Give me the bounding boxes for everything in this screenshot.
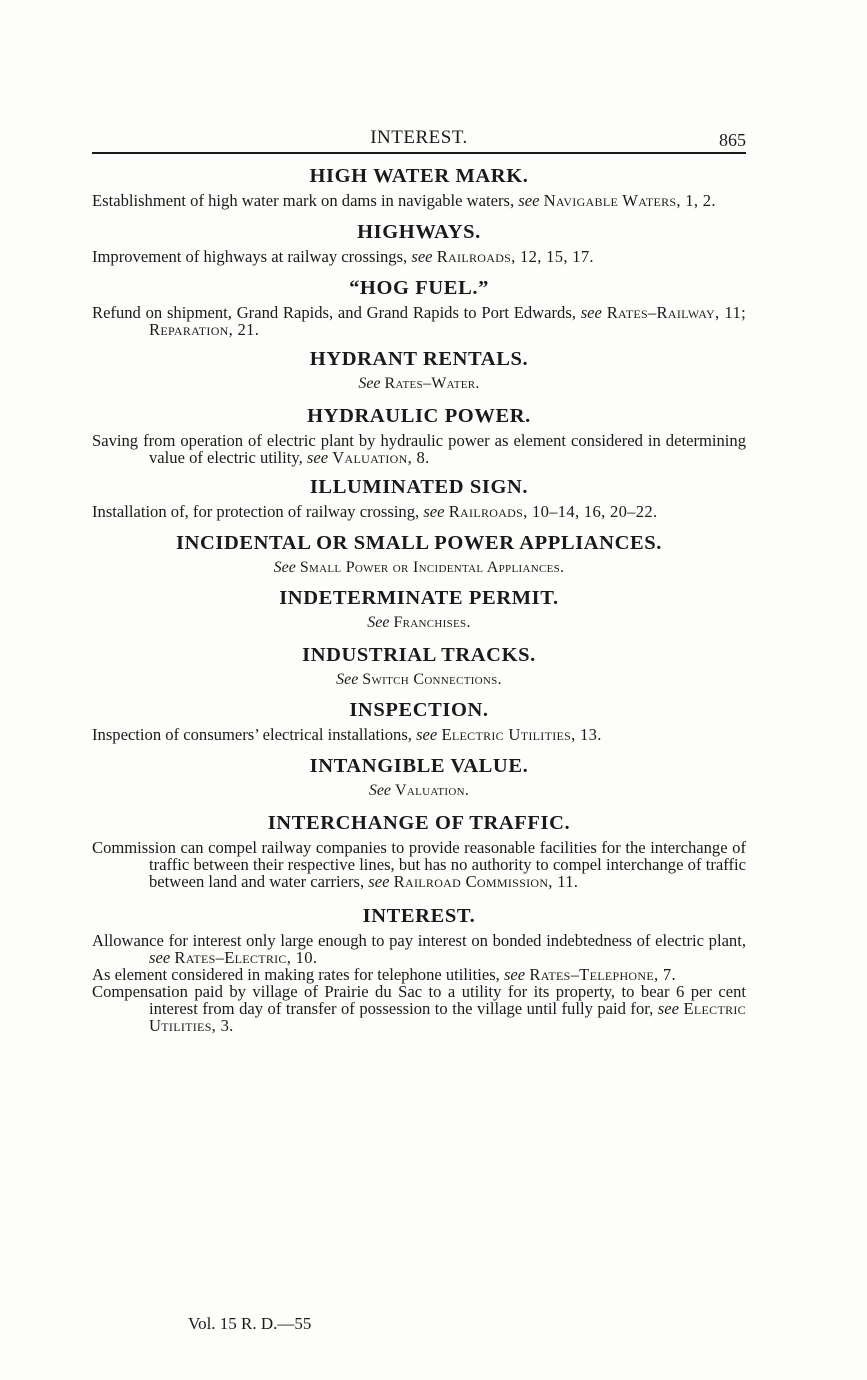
entry-text <box>92 839 746 890</box>
index-entry <box>92 811 746 890</box>
see-word: see <box>518 191 540 210</box>
see-reference-line <box>92 671 746 689</box>
cross-reference: Railroad Commission, 11. <box>393 872 579 891</box>
cross-reference: Railroads, 12, 15, 17. <box>436 247 594 266</box>
see-word: see <box>423 502 445 521</box>
see-word: See <box>367 614 390 631</box>
see-word: see <box>306 448 329 467</box>
entry-heading: HYDRAULIC POWER. <box>307 405 531 427</box>
see-reference-line <box>92 782 746 800</box>
entry-text <box>92 248 746 265</box>
index-entry <box>92 904 746 1034</box>
index-entry <box>92 754 746 800</box>
see-word: see <box>368 872 390 891</box>
see-word: see <box>411 247 433 266</box>
page-number: 865 <box>719 130 746 150</box>
running-head <box>92 118 746 152</box>
index-entry <box>92 531 746 577</box>
index-entry <box>92 586 746 632</box>
cross-reference: Rates–Water. <box>384 375 480 392</box>
entry-text <box>92 192 746 209</box>
entry-description: Compensation paid by village of Prairie du Sac to a utility for its property, to bear 6 per cent interest from day of transfer of possession to the village until fully paid for, <box>92 982 746 1018</box>
entry-description: Saving from operation of electric plant by hydraulic power as element considered in determining value of electric utility, <box>92 431 746 467</box>
entry-heading: INTANGIBLE VALUE. <box>309 755 529 777</box>
see-word: See <box>273 559 296 576</box>
entry-text <box>92 983 746 1034</box>
header-rule <box>92 152 746 154</box>
entry-text <box>92 304 746 338</box>
see-word: see <box>503 965 526 984</box>
see-reference-line <box>92 614 746 632</box>
entry-description: Allowance for interest only large enough to pay interest on bonded indebtedness of electric plant, <box>92 931 746 950</box>
entry-description: Inspection of consumers’ electrical installations, <box>92 725 417 744</box>
see-word: see <box>657 999 679 1018</box>
entry-text <box>92 726 746 743</box>
index-entry <box>92 276 746 338</box>
cross-reference: Valuation, 8. <box>332 448 430 467</box>
entry-description: As element considered in making rates for telephone utilities, <box>92 965 504 984</box>
cross-reference: Electric Utilities, 13. <box>441 725 602 744</box>
entry-description: Establishment of high water mark on dams in navigable waters, <box>92 191 519 210</box>
cross-reference: Electric Utilities, 3. <box>149 999 746 1035</box>
entry-heading: “HOG FUEL.” <box>349 277 489 299</box>
entry-description: Improvement of highways at railway crossings, <box>92 247 412 266</box>
see-reference-line <box>92 375 746 393</box>
entry-heading: INTEREST. <box>362 905 476 927</box>
index-entry <box>92 475 746 520</box>
entry-heading: INSPECTION. <box>349 699 489 721</box>
entry-heading: ILLUMINATED SIGN. <box>309 476 529 498</box>
see-reference-line <box>92 559 746 577</box>
cross-reference: Rates–Telephone, 7. <box>529 965 676 984</box>
signature-mark: Vol. 15 R. D.—55 <box>188 1314 312 1333</box>
entry-description: Commission can compel railway companies to provide reasonable facilities for the interchange of traffic between their respective lines, but has no authority to compel interchange of traffic between land and water carriers, <box>92 838 746 891</box>
entry-text <box>92 432 746 466</box>
index-entries <box>92 164 746 1034</box>
page-body <box>92 118 746 1034</box>
see-word: see <box>149 948 171 967</box>
cross-reference: Franchises. <box>393 614 471 631</box>
entry-text <box>92 966 746 983</box>
index-entry <box>92 164 746 209</box>
entry-heading: HIGHWAYS. <box>357 221 481 243</box>
entry-heading: INDETERMINATE PERMIT. <box>279 587 559 609</box>
index-entry <box>92 643 746 689</box>
entry-description: Installation of, for protection of railway crossing, <box>92 502 424 521</box>
index-entry <box>92 404 746 466</box>
cross-reference: Navigable Waters, 1, 2. <box>543 191 716 210</box>
entry-heading: INCIDENTAL OR SMALL POWER APPLIANCES. <box>176 532 662 554</box>
index-entry <box>92 347 746 393</box>
entry-heading: HYDRANT RENTALS. <box>309 348 529 370</box>
index-entry <box>92 220 746 265</box>
see-word: see <box>580 303 602 322</box>
entry-heading: HIGH WATER MARK. <box>309 165 529 187</box>
cross-reference: Small Power or Incidental Appliances. <box>299 559 565 576</box>
see-word: See <box>368 782 392 799</box>
entry-heading: INDUSTRIAL TRACKS. <box>302 644 536 666</box>
entry-text <box>92 503 746 520</box>
cross-reference: Rates–Railway, 11; Reparation, 21. <box>149 303 747 339</box>
cross-reference: Railroads, 10–14, 16, 20–22. <box>448 502 658 521</box>
cross-reference: Rates–Electric, 10. <box>174 948 318 967</box>
see-word: see <box>416 725 438 744</box>
cross-reference: Switch Connections. <box>362 671 502 688</box>
entry-heading: INTERCHANGE OF TRAFFIC. <box>267 812 571 834</box>
index-entry <box>92 698 746 743</box>
running-title: INTEREST. <box>370 127 468 148</box>
see-word: See <box>358 375 381 392</box>
entry-description: Refund on shipment, Grand Rapids, and Grand Rapids to Port Edwards, <box>92 303 581 322</box>
cross-reference: Valuation. <box>395 782 470 799</box>
see-word: See <box>336 671 359 688</box>
entry-text <box>92 932 746 966</box>
